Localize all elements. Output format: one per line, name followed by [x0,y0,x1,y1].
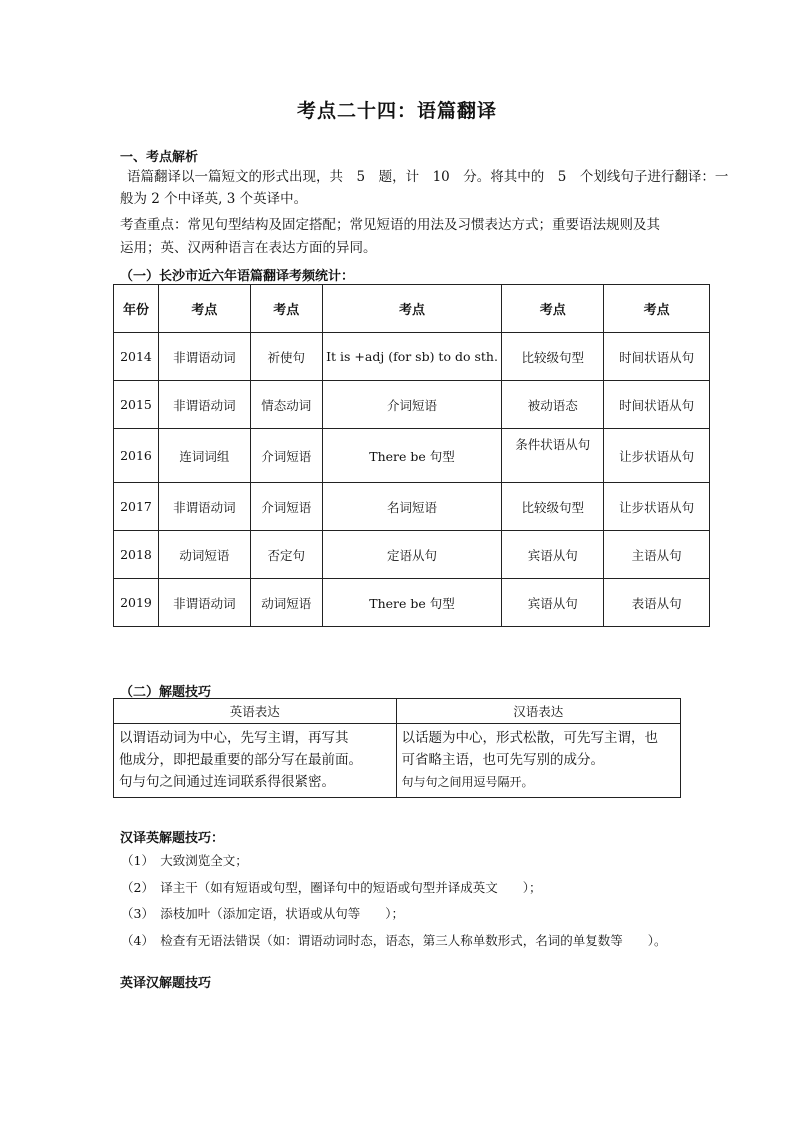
frequency-table [113,284,710,627]
table-cell: It is +adj (for sb) to do sth. [322,333,502,381]
table-cell: 非谓语动词 [158,483,250,531]
table-row [114,381,710,429]
table-row [114,483,710,531]
english-line: 他成分，即把最重要的部分写在最前面。 [119,752,362,768]
table-cell: 2018 [114,531,159,579]
intro-line-2: 般为 2 个中译英, 3 个英译中。 [120,191,308,207]
list-item: （2） 译主干（如有短语或句型，圈译句中的短语或句型并译成英文 ）； [121,879,542,895]
comparison-body-row [114,724,681,798]
table-cell: 宾语从句 [502,579,604,627]
table-cell: 连词词组 [158,429,250,483]
header-cell: 考点 [322,285,502,333]
chinese-expression-header: 汉语表达 [396,699,681,724]
list-item: （3） 添枝加叶（添加定语，状语或从句等 ）； [121,906,404,921]
table-cell: 2016 [114,429,159,483]
english-expression-cell [114,724,397,798]
table-cell: 比较级句型 [502,333,604,381]
english-line: 句与句之间通过连词联系得很紧密。 [119,774,335,790]
table-cell: 祈使句 [250,333,322,381]
table-cell: 时间状语从句 [604,333,710,381]
c2e-steps-list [121,851,666,957]
table-cell: 否定句 [250,531,322,579]
focus-line-1: 考查重点：常见句型结构及固定搭配；常见短语的用法及习惯表达方式；重要语法规则及其 [120,217,660,233]
table-cell: 介词短语 [250,429,322,483]
table-cell: 名词短语 [322,483,502,531]
stats-heading: （一）长沙市近六年语篇翻译考频统计： [120,269,355,284]
table-cell: 表语从句 [604,579,710,627]
table-row [114,333,710,381]
table-cell: 让步状语从句 [604,429,710,483]
chinese-line: 以话题为中心，形式松散，可先写主谓，也 [401,730,658,746]
table-cell: 动词短语 [158,531,250,579]
table-row [114,531,710,579]
table-cell: 2017 [114,483,159,531]
header-cell: 考点 [502,285,604,333]
list-item: （1） 大致浏览全文； [121,853,248,868]
table-cell: 非谓语动词 [158,333,250,381]
table-cell: 非谓语动词 [158,579,250,627]
list-item: （4） 检查有无语法错误（如：谓语动词时态，语态，第三人称单数形式，名词的单复数等 ）。 [121,932,667,948]
english-expression-header: 英语表达 [114,699,397,724]
table-row [114,429,710,483]
table-cell: 2014 [114,333,159,381]
chinese-expression-cell [396,724,681,798]
table-cell: 让步状语从句 [604,483,710,531]
table-cell: There be 句型 [322,429,502,483]
e2c-heading: 英译汉解题技巧 [120,976,212,991]
table-row [114,579,710,627]
header-cell: 年份 [114,285,159,333]
section-heading-analysis: 一、考点解析 [120,150,199,165]
tips-heading: （二）解题技巧 [120,685,212,700]
header-cell: 考点 [604,285,710,333]
table-cell: There be 句型 [322,579,502,627]
table-cell: 比较级句型 [502,483,604,531]
table-cell: 定语从句 [322,531,502,579]
table-header-row [114,285,710,333]
table-cell: 情态动词 [250,381,322,429]
table-cell: 2019 [114,579,159,627]
table-cell: 宾语从句 [502,531,604,579]
table-cell: 时间状语从句 [604,381,710,429]
english-line: 以谓语动词为中心，先写主谓，再写其 [119,730,349,746]
header-cell: 考点 [158,285,250,333]
table-cell: 介词短语 [322,381,502,429]
expression-comparison-table [113,698,681,798]
chinese-line: 可省略主语，也可先写别的成分。 [401,752,604,768]
page-title: 考点二十四：语篇翻译 [296,100,497,122]
table-cell: 主语从句 [604,531,710,579]
header-cell: 考点 [250,285,322,333]
comparison-header-row [114,699,681,724]
table-cell: 条件状语从句 [502,429,604,483]
focus-line-2: 运用；英、汉两种语言在表达方面的异同。 [120,240,377,256]
chinese-line: 句与句之间用逗号隔开。 [401,775,534,789]
intro-line-1: 语篇翻译以一篇短文的形式出现，共 5 题，计 10 分。将其中的 5 个划线句子进行翻译：一 [127,169,729,185]
table-cell: 动词短语 [250,579,322,627]
table-cell: 非谓语动词 [158,381,250,429]
table-cell: 被动语态 [502,381,604,429]
table-cell: 介词短语 [250,483,322,531]
c2e-heading: 汉译英解题技巧： [120,831,225,846]
table-cell: 2015 [114,381,159,429]
